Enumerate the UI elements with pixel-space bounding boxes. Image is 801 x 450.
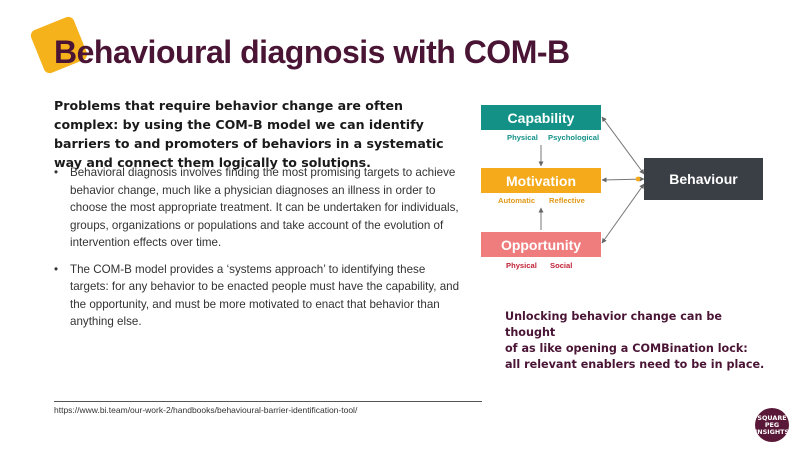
lock-note (505, 309, 775, 373)
com-b-diagram (478, 100, 788, 280)
brand-logo (755, 408, 789, 442)
arrow-capability-behaviour (602, 117, 644, 174)
source-link[interactable]: https://www.bi.team/our-work-2/handbooks/behavioural-barrier-identification-tool/ (54, 405, 358, 415)
behaviour-box: Behaviour (644, 158, 763, 200)
lock-note-line: of as like opening a COMBination lock: (505, 342, 748, 355)
lock-note-line: Unlocking behavior change can be thought (505, 310, 722, 339)
opportunity-sub-physical: Physical (506, 261, 537, 270)
junction-dot (636, 177, 641, 182)
logo-text: SQUARE (757, 413, 787, 422)
bullet-list (54, 164, 464, 340)
capability-sub-physical: Physical (507, 133, 538, 142)
capability-box: Capability (481, 105, 601, 130)
logo-text: PEG (764, 420, 780, 429)
lock-note-line: all relevant enablers need to be in place. (505, 358, 765, 371)
motivation-sub-reflective: Reflective (549, 196, 585, 205)
intro-paragraph: Problems that require behavior change are often complex: by using the COM-B model we can identify barriers to and promoters of behaviors in a systematic way and connect them logically to solutions. (54, 98, 444, 170)
footer-divider (54, 401, 482, 402)
opportunity-box: Opportunity (481, 232, 601, 257)
capability-sub-psychological: Psychological (548, 133, 600, 142)
motivation-sub-automatic: Automatic (498, 196, 536, 205)
bullet-item: • The COM-B model provides a ‘systems approach’ to identifying these targets: for any behavior to be enacted people must have the capability, and the opportunity, and must be more motivated to enact that behavior than anything else. (54, 261, 464, 331)
motivation-box: Motivation (481, 168, 601, 193)
arrow-opportunity-behaviour (602, 184, 644, 243)
slide-title: Behavioural diagnosis with COM-B (54, 34, 570, 70)
bullet-item: • Behavioral diagnosis involves finding the most promising targets to achieve behavior change, much like a physician diagnoses an illness in order to choose the most appropriate treatment. It can be undertaken for individuals, groups, organizations or populations and take account of the evolution of intervention effects over time. (54, 164, 464, 252)
opportunity-sub-social: Social (550, 261, 573, 270)
logo-text: INSIGHTS (754, 427, 790, 436)
